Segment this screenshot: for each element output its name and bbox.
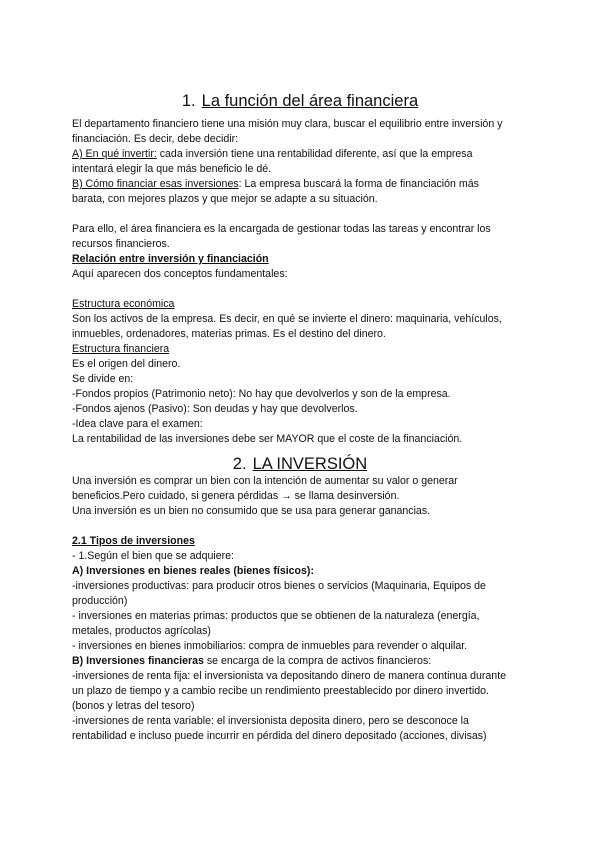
section2-heading (0, 455, 600, 474)
section2-title: LA INVERSIÓN (252, 455, 368, 473)
paragraph-line: Aquí aparecen dos conceptos fundamentales: (72, 268, 288, 280)
item-b (72, 177, 542, 192)
paragraph-line: El departamento financiero tiene una misión muy clara, buscar el equilibrio entre inversión y (72, 118, 503, 130)
paragraph-line: -Idea clave para el examen: (72, 418, 203, 430)
paragraph-line: (bonos y letras del tesoro) (72, 700, 195, 712)
b-heading-rest: se encarga de la compra de activos financieros: (203, 655, 432, 667)
b-heading: B) Inversiones financieras (72, 655, 204, 667)
paragraph-line: beneficios.Pero cuidado, si genera pérdidas → se llama desinversión. (72, 490, 400, 502)
paragraph-line: intentará elegir la que más beneficio le dé. (72, 163, 272, 175)
a-heading: A) Inversiones en bienes reales (bienes físicos): (72, 565, 314, 577)
spacer (72, 519, 542, 534)
paragraph-line: recursos financieros. (72, 238, 170, 250)
item-a (72, 147, 542, 162)
item-a-text: cada inversión tiene una rentabilidad diferente, así que la empresa (156, 148, 473, 160)
item-b-label: B) Cómo financiar esas inversiones (72, 178, 239, 190)
paragraph-line: - inversiones en bienes inmobiliarios: compra de inmuebles para revender o alquilar. (72, 640, 468, 652)
section2-number: 2. (232, 455, 247, 473)
spacer (72, 207, 542, 222)
paragraph-line: Es el origen del dinero. (72, 358, 181, 370)
paragraph-line: Una inversión es un bien no consumido que se usa para generar ganancias. (72, 505, 431, 517)
paragraph-line: Son los activos de la empresa. Es decir, en qué se invierte el dinero: maquinaria, vehículos, (72, 313, 502, 325)
section1-heading (0, 92, 600, 111)
paragraph-line: rentabilidad e incluso puede incurrir en pérdida del dinero depositado (acciones, divisas) (72, 730, 487, 742)
paragraph-line: -Fondos propios (Patrimonio neto): No hay que devolverlos y son de la empresa. (72, 388, 451, 400)
paragraph-line: Se divide en: (72, 373, 134, 385)
paragraph-line: -inversiones productivas: para producir otros bienes o servicios (Maquinaria, Equipos de (72, 580, 486, 592)
paragraph-line: Una inversión es comprar un bien con la intención de aumentar su valor o generar (72, 475, 458, 487)
spacer (72, 282, 542, 297)
paragraph-line: producción) (72, 595, 128, 607)
paragraph-line: inmuebles, ordenadores, materias primas. Es el destino del dinero. (72, 328, 386, 340)
paragraph-line: barata, con mejores plazos y que mejor se adapte a su situación. (72, 193, 378, 205)
paragraph-line: un plazo de tiempo y a cambio recibe un rendimiento preestablecido por dinero invertido. (72, 685, 489, 697)
paragraph-line: - inversiones en materias primas: productos que se obtienen de la naturaleza (energía, (72, 610, 480, 622)
estructura-financiera-heading: Estructura financiera (72, 343, 170, 355)
b-heading-line (72, 654, 542, 669)
paragraph-line: Para ello, el área financiera es la encargada de gestionar todas las tareas y encontrar los (72, 223, 491, 235)
section1-title: La función del área financiera (201, 92, 419, 110)
paragraph-line: - 1.Según el bien que se adquiere: (72, 550, 234, 562)
section1-body (72, 117, 542, 447)
paragraph-line: -Fondos ajenos (Pasivo): Son deudas y hay que devolverlos. (72, 403, 358, 415)
paragraph-line: -inversiones de renta variable: el inversionista deposita dinero, pero se desconoce la (72, 715, 469, 727)
paragraph-line: financiación. Es decir, debe decidir: (72, 133, 239, 145)
paragraph-line: metales, productos agrícolas) (72, 625, 211, 637)
section1-number: 1. (181, 92, 196, 110)
tipos-heading: 2.1 Tipos de inversiones (72, 535, 195, 547)
estructura-economica-heading: Estructura económica (72, 298, 175, 310)
section2-body (72, 474, 542, 744)
item-a-label: A) En qué invertir: (72, 148, 157, 160)
relacion-heading: Relación entre inversión y financiación (72, 253, 269, 265)
paragraph-line: -inversiones de renta fija: el inversionista va depositando dinero de manera continua durante (72, 670, 507, 682)
paragraph-line: La rentabilidad de las inversiones debe ser MAYOR que el coste de la financiación. (72, 433, 463, 445)
item-b-text: : La empresa buscará la forma de financiación más (238, 178, 479, 190)
